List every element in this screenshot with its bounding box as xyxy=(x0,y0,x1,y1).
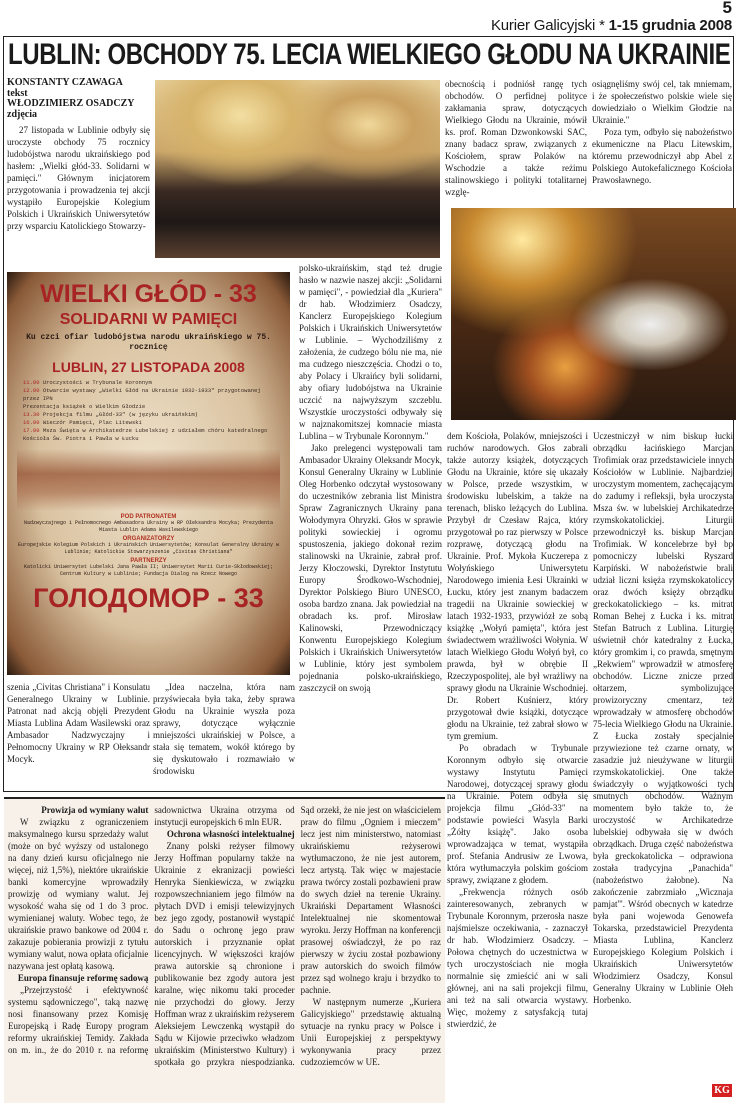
issue-date: 1-15 grudnia 2008 xyxy=(608,17,732,34)
masthead xyxy=(491,17,732,34)
brief-heading: Prowizja od wymiany walut xyxy=(41,805,149,815)
text-block-f xyxy=(592,78,732,186)
paragraph: obecnością i podniósł rangę tych obchodów. O perfidnej polityce zakłamania spraw, dotyczących Wielkiego Głodu na Ukrainie, mówił ks. prof. Roman Dzwonkowski SAC, znany badacz spraw, związanych z Kościołem, spraw Polaków na Wschodzie a także reżimu stalinowskiego i polityki totalitarnej wzglę- xyxy=(445,79,587,197)
poster-cyrillic-title: ГОЛОДОМОР - 33 xyxy=(33,583,264,613)
text-block-d xyxy=(299,262,442,694)
paragraph: Poza tym, odbyło się nabożeństwo ekumeniczne na Placu Litewskim, któremu przewodniczył abp Abel z Polskiego Autokefalicznego Kościoła Prawosławnego. xyxy=(592,127,732,185)
brief-text: Znany polski reżyser filmowy Jerzy Hoffman popularny także na Ukrainie z ekranizacji powieści Henryka Sienkiewicza, w związku rozpowszechnianiem jego filmów na płytach DVD i emisji telewizyjnych bez jego zgody, postanowił wystąpić do Sadu o ochronę jego praw autorskich i przyznanie opłat licencyjnych. W większości krajów prawa autorskie są chronione i publikowanie bez zgody autora jest karalne, więc nikomu taki proceder nie przychodzi do głowy. Jerzy Hoffman wraz z ukraińskim reżyserem Aleksiejem Lewczenką wystąpił do Sądu w Kijowie przeciwko władzom ukraińskim (Ministerstwo Kultury) i spotkała go przykra niespodzianka. Sąd orzekł, że nie jest on właścicielem praw do filmu „Ogniem i mieczem" lecz jest nim ministerstwo, natomiast ukraińskiemu reżyserowi wytłumaczono, że nie jest autorem, lecz artystą. Tak więc w majestacie prawa twórcy zostali pozbawieni praw do swych dzieł na terenie Ukrainy. Ukraiński Departament Własności Intelektualnej nie skomentował wyroku. Jerzy Hoffman na konferencji prasowej oświadczył, że po raz pierwszy w życiu został pozbawiony praw autorskich do swoich filmów przez sąd wolnego kraju i brzydko to pachnie. xyxy=(154,805,441,1067)
author: KONSTANTY CZAWAGA xyxy=(7,77,123,88)
partners: Katolicki Uniwersytet Lubelski Jana Pawła II; Uniwersytet Marii Curie-Skłodowskiej; Centrum Kultury w Lublinie; Fundacja Dialog na Rzecz Nowego xyxy=(23,564,274,577)
patronage: Nadzwyczajnego i Pełnomocnego Ambasadora Ukrainy w RP Ołeksandra Mocyka; Prezydenta Miasta Lublin Adama Wasilewskiego xyxy=(23,520,274,533)
organizers: Europejskie Kolegium Polskich i Ukraińskich Uniwersytetów; Konsulat Generalny Ukrainy w Lublinie; Katolickie Stowarzyszenie „Civitas Christiana" xyxy=(17,542,280,555)
paragraph: szenia „Civitas Christiana" i Konsulatu Generalnego Ukrainy w Lublinie. Patronat nad akcją objęli Prezydent Miasta Lublina Adam Wasilewski oraz Ambasador Nadzwyczajny i Pełnomocny Ukrainy w RP Ołeksandr Mocyk. xyxy=(7,682,150,764)
program-item: Kościoła Św. Piotra i Pawła w Łucku xyxy=(23,435,139,442)
poster-title: WIELKI GŁÓD - 33 xyxy=(40,280,257,308)
organizers-label: ORGANIZATORZY xyxy=(122,536,175,542)
patronage-label: POD PATRONATEM xyxy=(120,514,177,520)
text-block-b xyxy=(7,681,150,765)
photographer: WŁODZIMIERZ OSADCZY xyxy=(7,98,135,109)
paragraph: Jako prelegenci występowali tam Ambasador Ukrainy Oleksandr Mocyk, Konsul Generalny Ukrainy w Lublinie Oleg Horbenko odczytał wystosowany do uczestników zebrania list Ministra Spraw Zagranicznych Ukrainy pana Wołodymyra Ohryzki. Głos w sprawie polityki sowieckiej i ogromu spustoszenia, jakiego dokonał rezim stalinowski na Ukrainie, zabrał prof. Jerzy Kłoczowski, Dyrektor Instytutu Europy Środkowo-Wschodniej, Dyrektor Polskiego Biuro UNESCO, osoba bardzo znana. Jak powiedział na obradach ks. prof. Mirosław Kalinowski, Przewodniczący Konwentu Europejskiego Kolegium Polskich i Ukraińskich Uniwersytetów w Lublinie, który jest symbolem pojednania polsko-ukraińskiego, zaszczycił on swoją xyxy=(299,443,442,693)
text-block-e xyxy=(445,78,587,198)
kg-logo: KG xyxy=(712,1084,732,1097)
brief-text: W związku z ograniczeniem maksymalnego kursu sprzedaży walut (może on być wyższy od ustalonego na dany dzień kursu oficjalnego nie więcej, niż 1,5%), niektóre ukraińskie banki komercyjne wprowadziły prowizję od wymiany walut. Jej wysokość waha się od 1 do 3 proc. wymienianej waluty. Wobec tego, że ukraińskie prawo bankowe od 2004 r. zakazuje pobierania prowizji z tytułu wymiany walut, nowa opłata oficjalnie nazywana jest opłatą kasową. xyxy=(8,817,149,971)
brief-heading: Europa finansuje reformę sadową xyxy=(17,973,149,983)
paragraph: polsko-ukraińskim, stąd też drugie hasło w nazwie naszej akcji: „Solidarni w pamięci", - powiedział dla „Kuriera" dr hab. Włodzimierz Osadczy, Kanclerz Europejskiego Kolegium Polskich i Ukraińskich Uniwersytetów w Lublinie. – Wychodziliśmy z założenia, że cudzego bólu nie ma, nie ma cudzego nieszczęścia. Chodzi o to, aby Polacy i Ukraińcy byli solidarni, aby ofiary ludobójstwa na Ukrainie uczcić na najwyższym szczeblu. Wszystkie uroczystości odbywały się w najznakomitszej komnacie miasta Lublina – w Trybunale Koronnym." xyxy=(299,263,442,441)
paragraph: „Idea naczelna, która nam przyświecała była taka, żeby sprawa Głodu na Ukrainie wyszła poza sprawy, dotyczące wyłącznie mniejszości ukraińskiej w Polsce, a stała się tematem, wokół którego by się dyskutowało i rozmawiało w środowisku xyxy=(153,682,295,776)
poster-illustration xyxy=(17,449,280,511)
brief-columns xyxy=(4,799,445,1072)
poster-program xyxy=(7,375,290,447)
photographer-role: zdjęcia xyxy=(7,108,37,120)
news-brief-box xyxy=(4,797,445,1103)
publication-name: Kurier Galicyjski xyxy=(490,17,596,34)
partners-label: PARTNERZY xyxy=(130,558,167,564)
separator: * xyxy=(599,17,605,34)
poster-subtitle: SOLIDARNI W PAMIĘCI xyxy=(59,311,238,328)
text-block-a xyxy=(7,124,150,232)
text-block-g xyxy=(447,430,588,1030)
poster-date: LUBLIN, 27 LISTOPADA 2008 xyxy=(52,359,245,375)
program-item: 11.00 Uroczystości w Trybunale Koronnym xyxy=(23,379,152,386)
brief-text: W następnym numerze „Kuriera Galicyjskiego" przedstawię aktualną sytuacje na rynku pracy w Polsce i Unii Europejskiej z perspektywy wykonywania pracy przez cudzoziemców w UE. xyxy=(300,997,441,1067)
program-item: 17.00 Msza Święta w Archikatedrze Lubelskiej z udziałem chóru katedralnego xyxy=(23,427,268,434)
photo-cathedral-mass xyxy=(451,208,736,420)
page-number: 5 xyxy=(722,0,732,17)
paragraph: Po obradach w Trybunale Koronnym odbyło się otwarcie wystawy Instytutu Pamięci Narodowej, dotyczącej sprawy głodu na Ukrainie. Potem odbyła się projekcja filmu „Głód-33" na podstawie powieści Wasyla Barki „Żółty książę". Jako osoba wprowadzająca w temat, wystąpiła prof. Stefania Andrusiw ze Lwowa, która wytłumaczyła polskim gościom sprawy, związane z głodem. xyxy=(447,743,588,885)
program-item: 16.00 Wieczór Pamięci, Plac Litewski xyxy=(23,419,142,426)
photo-conference-hall xyxy=(155,80,440,258)
event-poster xyxy=(7,272,290,675)
paragraph: „Frekwencja różnych osób zainteresowanych, zebranych w Trybunale Koronnym, przerosła nasze najśmielsze oczekiwania, - zaznaczył dr hab. Włodzimierz Osadczy. – Połowa chętnych do uczestnictwa w tych uroczystościach nie mogła normalnie się zmieścić ani w sali głównej, ani na sali projekcji filmu, ani też na sali otwarcia wystawy. Więc, możemy z satysfakcją tutaj stwierdzić, że xyxy=(447,887,588,1029)
article-title: LUBLIN: OBCHODY 75. LECIA WIELKIEGO GŁODU NA UKRAINIE xyxy=(8,38,731,71)
program-item: 13.30 Projekcja filmu „Głód-33" (w języku ukraińskim) xyxy=(23,411,198,418)
program-item: 12.00 Otwarcie wystawy „Wielki Głód na Ukrainie 1932-1933" przygotowanej przez IPN xyxy=(23,387,261,402)
byline xyxy=(7,78,152,120)
paragraph: dem Kościoła, Polaków, mniejszości i ruchów narodowych. Głos zabrali także autorzy książek, dotyczących Głodu na Ukrainie, które się ukazały w Polsce, przede wszystkim, w środowisku lubelskim, a także na terenach, blisko leżących do Lublina. Przybył dr Czesław Rajca, który przygotował po raz pierwszy w Polsce rozprawę, dotyczącą głodu na Ukrainie. Prof. Mykoła Kuczerepa z Wołyńskiego Uniwersytetu Narodowego imienia Łesi Ukrainki w Łucku, który jest znanym badaczem tragedii na Ukrainie sowieckiej w latach 1932-1933, przywiózł ze sobą książkę „Wołyń pamięta", która jest świadectwem wrażliwości Wołynia. W latach Wielkiego Głodu Wołyń był, co prawda, był w obrębie II Rzeczypospolitej, ale był wrażliwy na sprawy głodu na Ukrainie Wschodniej. Dr. Robert Kuśnierz, który przygotował dwie książki, dotyczące głodu na Ukrainie, też zabrał słowo w tym gremium. xyxy=(447,431,588,741)
poster-dedication: Ku czci ofiar ludobójstwa narodu ukraińskiego w 75. rocznicę xyxy=(26,333,271,352)
author-role: tekst xyxy=(7,87,28,99)
paragraph: Uczestniczył w nim biskup łucki obrządku łacińskiego Marcjan Trofimiak oraz przedstawiciele innych Kościołów w Lublinie. Najbardziej uroczystym momentem, zachęcającym do zadumy i refleksji, była uroczysta Msza św. w lubelskiej Archikatedrze rzymskokatolickiej. Liturgii przewodniczył ks. biskup Marcjan Trofimiak. W koncelebrze był bp pomocniczy lubelski Ryszard Karpiński. W nabożeństwie brali udział liczni księża rzymskokatoliccy oraz dwóch księży obrządku greckokatolickiego – ks. mitrat Roman Behej z Łucka i ks. mitrat Stefan Batruch z Lublina. Liturgię uświetnił chór katedralny z Łucka, który gromkim i, co prawda, smętnym „Rekwiem" wprowadził w atmosferę obchodów. Liczne znicze przed ołtarzem, symbolizujące prowizoryczny cmentarz, też wprowadzały w atmosferę obchodów 75-lecia Wielkiego Głodu na Ukrainie. Z Łucka zostały specjalnie przywiezione też czarne ornaty, w zasadzie już nieużywane w liturgii rzymskokatolickiej. One także świadczyły o wyjątkowości tych smutnych obchodów. Ważnym momentem było także to, że uroczystość w Archikatedrze lubelskiej odbywała się w dwóch obrządkach. Druga część nabożeństwa była greckokatolicka – odprawiona została tradycyjna „Panachida" (nabożeństwo żałobne). Na zakończenie zabrzmiało „Wicznaja pamjat'". Wśród obecnych w katedrze była pani wojewoda Genowefa Tokarska, przedstawiciel Prezydenta Miasta Lublina, Kanclerz Europejskiego Kolegium Polskich i Ukraińskich Uniwersytetów Włodzimierz Osadczy, Konsul Generalny Ukrainy w Lublinie Ołeh Horbenko. xyxy=(593,431,733,1005)
paragraph: osiągnęliśmy swój cel, tak mniemam, i że społeczeństwo polskie wiele się dowiedziało o Wielkim Głodzie na Ukrainie." xyxy=(592,79,732,125)
program-item: Prezentacja książek o Wielkim Głodzie xyxy=(23,403,146,410)
brief-text: „Przejrzystość i efektywność systemu sądowniczego", taką nazwę nosi finansowany przez Komisję Europejską i Radę Europy program reformy ukraińskiej Temidy. Zakłada on m. in., że do 2010 r. na reformę sadownictwa Ukraina otrzyma od instytucji europejskich 6 mln EUR. xyxy=(8,805,295,1055)
brief-heading: Ochrona własności intelektualnej xyxy=(166,829,295,839)
text-block-c xyxy=(153,681,295,777)
text-block-h xyxy=(593,430,733,1006)
paragraph: 27 listopada w Lublinie odbyły się uroczyste obchody 75 rocznicy ludobójstwa narodu ukraińskiego pod hasłem: „Wielki głód-33. Solidarni w pamięci." Głównym inicjatorem przygotowania i prowadzenia tej akcji wystąpiło Europejskie Kolegium Polskich i Ukraińskich Uniwersytetów przy wsparciu Katolickiego Stowarzy- xyxy=(7,125,150,231)
